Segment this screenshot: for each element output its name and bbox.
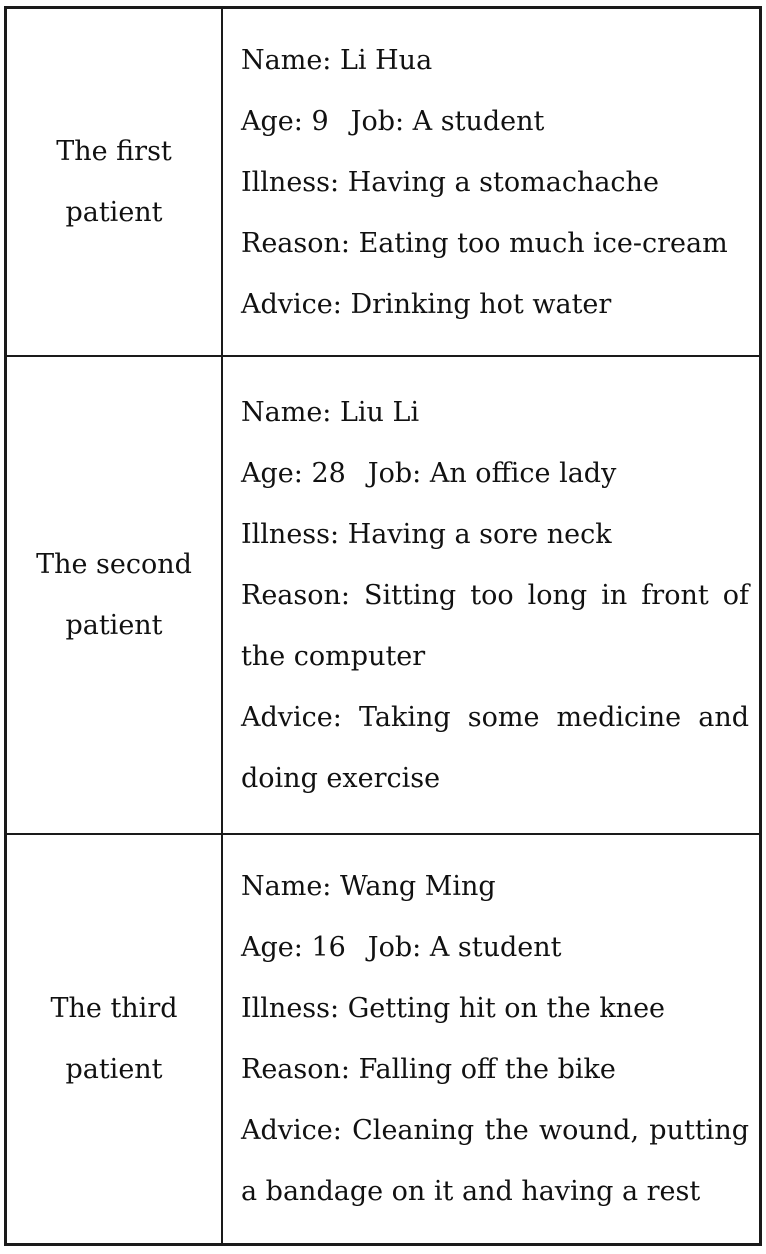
patient-job: Job: A student xyxy=(350,105,545,137)
patient-label-line: patient xyxy=(65,1054,163,1085)
patient-label-line: patient xyxy=(65,610,163,641)
patient-age: Age: 9 xyxy=(241,105,329,137)
patients-table xyxy=(4,6,762,1246)
patient-advice-continued: doing exercise xyxy=(241,762,441,794)
patient-age: Age: 28 xyxy=(241,457,346,489)
patient-age-job xyxy=(241,917,749,978)
patient-label-cell xyxy=(7,9,223,355)
table-row xyxy=(7,835,759,1243)
patient-advice: Advice: Drinking hot water xyxy=(241,288,612,320)
patient-label-line: The third xyxy=(50,993,178,1024)
patient-age-job xyxy=(241,91,749,152)
patient-label-line: The second xyxy=(36,549,192,580)
patient-illness: Illness: Having a sore neck xyxy=(241,518,612,550)
patient-name: Name: Liu Li xyxy=(241,396,420,428)
patient-reason-continued: the computer xyxy=(241,640,426,672)
patient-job: Job: A student xyxy=(367,932,562,963)
table-row xyxy=(7,9,759,357)
patient-illness: Illness: Having a stomachache xyxy=(241,166,659,198)
patient-advice-continued: a bandage on it and having a rest xyxy=(241,1176,701,1207)
patient-advice: Advice: Taking some medicine and xyxy=(241,701,749,733)
patient-advice: Advice: Cleaning the wound, putting xyxy=(241,1115,749,1146)
patient-job: Job: An office lady xyxy=(367,457,617,489)
patient-label-cell xyxy=(7,835,223,1243)
patient-reason: Reason: Falling off the bike xyxy=(241,1054,616,1085)
patient-label-cell xyxy=(7,357,223,833)
patient-details-cell xyxy=(223,357,759,833)
patient-details-cell xyxy=(223,9,759,355)
patient-reason: Reason: Eating too much ice-cream xyxy=(241,227,728,259)
table-row xyxy=(7,357,759,835)
patient-name: Name: Li Hua xyxy=(241,44,433,76)
patient-age-job xyxy=(241,443,749,504)
patient-age: Age: 16 xyxy=(241,932,346,963)
patient-label-line: The first xyxy=(56,136,172,167)
patient-details-cell xyxy=(223,835,759,1243)
patient-label-line: patient xyxy=(65,197,163,228)
patient-reason: Reason: Sitting too long in front of xyxy=(241,579,749,611)
patient-illness: Illness: Getting hit on the knee xyxy=(241,993,666,1024)
patient-name: Name: Wang Ming xyxy=(241,871,496,902)
